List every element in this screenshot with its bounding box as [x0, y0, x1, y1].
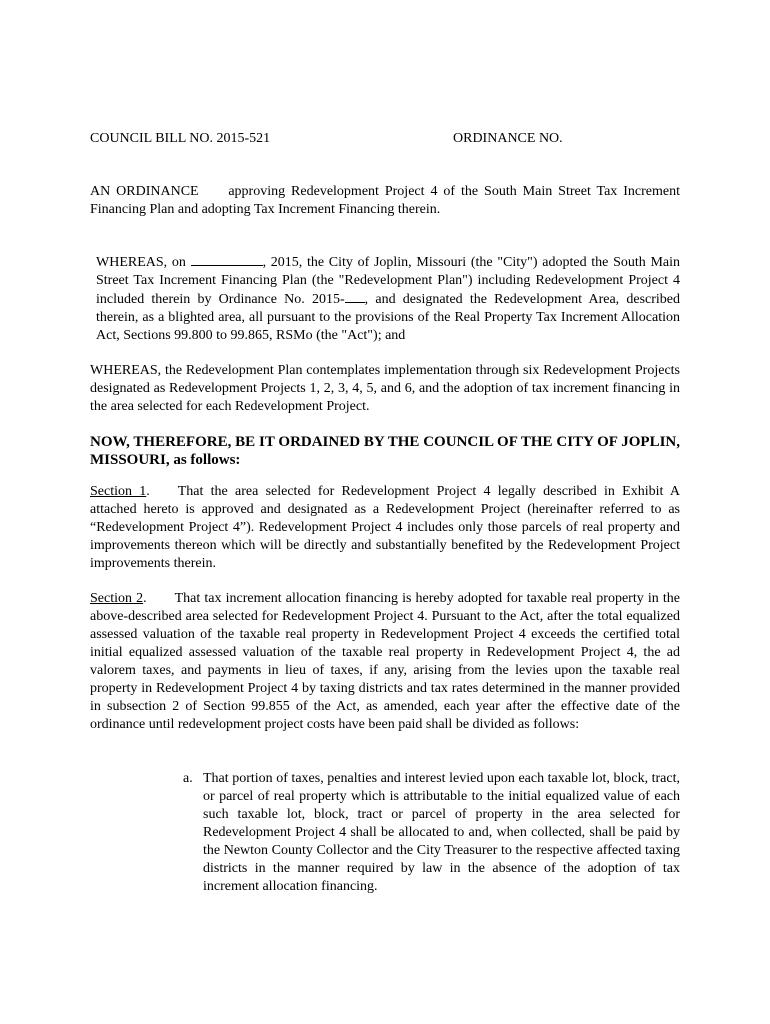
section-2: Section 2. That tax increment allocation financing is hereby adopted for taxable real property in the above-described area selected for Redevelopment Project 4. Pursuant to the Act, after the total equalized assessed valuation of the taxable real property in Redevelopment Project 4 exceeds the certified total initial equalized assessed valuation of the taxable real property in Redevelopment Project 4, the ad valorem taxes, and payments in lieu of taxes, if any, arising from the levies upon the taxable real property in Redevelopment Project 4 by taxing districts and tax rates determined in the manner provided in subsection 2 of Section 99.855 of the Act, as amended, each year after the effective date of the ordinance until redevelopment project costs have been paid shall be divided as follows:	[90, 591, 680, 732]
date-blank	[191, 253, 263, 266]
whereas-clause-1	[96, 253, 680, 345]
subsection-a-text: That portion of taxes, penalties and interest levied upon each taxable lot, block, tract, or parcel of real property which is attributable to the initial equalized value of each such taxable lot, block, tract or parcel of property in the area selected for Redevelopment Project 4 shall be allocated to and, when collected, shall be paid by the Newton County Collector and the City Treasurer to the respective affected taxing districts in the manner required by law in the absence of the adoption of tax increment allocation financing.	[203, 771, 680, 894]
section-1-text: That the area selected for Redevelopment Project 4 legally described in Exhibit A attached hereto is approved and designated as a Redevelopment Project (hereinafter referred to as “Redevelopment Project 4”). Redevelopment Project 4 includes only those parcels of real property and improvements thereon which will be directly and substantially benefited by the Redevelopment Project improvements therein.	[90, 484, 680, 571]
ordinance-title	[90, 183, 680, 219]
subsection-a-marker: a.	[183, 771, 193, 786]
subsection-a	[183, 770, 680, 896]
section-1: Section 1. That the area selected for Redevelopment Project 4 legally described in Exhibit A attached hereto is approved and designated as a Redevelopment Project (hereinafter referred to as “Redevelopment Project 4”). Redevelopment Project 4 includes only those parcels of real property and improvements thereon which will be directly and substantially benefited by the Redevelopment Project improvements therein.	[90, 484, 680, 571]
title-text: approving Redevelopment Project 4 of the South Main Street Tax Increment Financing Plan and adopting Tax Increment Financing therein.	[90, 184, 680, 217]
title-lead: AN ORDINANCE	[90, 184, 199, 199]
whereas-1-end: , and designated the Redevelopment Area, described therein, as a blighted area, all pursuant to the provisions of the Real Property Tax Increment Allocation Act, Sections 99.800 to 99.865, RSMo (the "Act"); and	[96, 292, 681, 343]
ordinance-number-blank	[345, 290, 365, 303]
section-1-label: Section 1	[90, 484, 147, 499]
ordinance-number: ORDINANCE NO.	[453, 131, 563, 146]
whereas-clause-2: WHEREAS, the Redevelopment Plan contemplates implementation through six Redevelopment Projects designated as Redevelopment Projects 1, 2, 3, 4, 5, and 6, and the adoption of tax increment financing in the area selected for each Redevelopment Project.	[90, 363, 680, 414]
whereas-1-text: , 2015, the City of Joplin, Missouri (the "City") adopted the South Main Street Tax Increment Financing Plan (the "Redevelopment Plan") including Redevelopment Project 4 included therein by Ordinance No. 2015-	[96, 255, 680, 307]
council-bill-number: COUNCIL BILL NO. 2015-521	[90, 131, 271, 146]
section-2-text: That tax increment allocation financing is hereby adopted for taxable real property in the above-described area selected for Redevelopment Project 4. Pursuant to the Act, after the total equalized assessed valuation of the taxable real property in Redevelopment Project 4 exceeds the certified total initial equalized assessed valuation of the taxable real property in Redevelopment Project 4, the ad valorem taxes, and payments in lieu of taxes, if any, arising from the levies upon the taxable real property in Redevelopment Project 4 by taxing districts and tax rates determined in the manner provided in subsection 2 of Section 99.855 of the Act, as amended, each year after the effective date of the ordinance until redevelopment project costs have been paid shall be divided as follows:	[90, 591, 680, 732]
document-header	[90, 130, 680, 150]
whereas-1-start: WHEREAS, on	[96, 255, 186, 270]
section-2-label: Section 2	[90, 591, 144, 606]
ordained-clause: NOW, THEREFORE, BE IT ORDAINED BY THE COUNCIL OF THE CITY OF JOPLIN, MISSOURI, as follows:	[90, 434, 680, 468]
